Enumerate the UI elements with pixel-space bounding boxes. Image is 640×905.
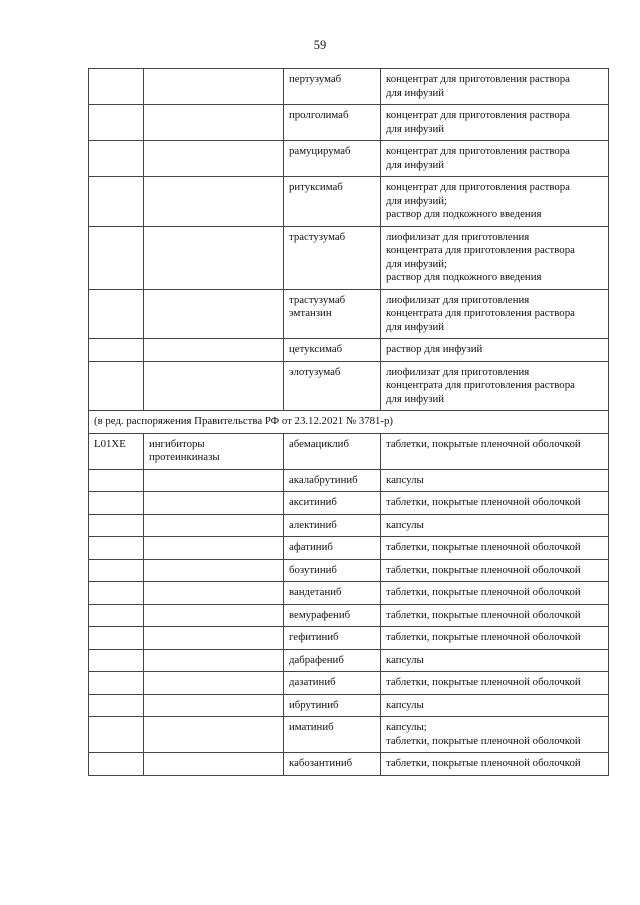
pharmacological-group-cell bbox=[144, 69, 284, 105]
pharmacological-group-cell bbox=[144, 604, 284, 627]
atc-code-cell bbox=[89, 694, 144, 717]
drug-name-cell: цетуксимаб bbox=[284, 339, 381, 362]
dosage-form-cell: лиофилизат для приготовления концентрата для приготовления раствора для инфузий; раствор для подкожного введения bbox=[381, 226, 609, 289]
dosage-form-cell: раствор для инфузий bbox=[381, 339, 609, 362]
atc-code-cell bbox=[89, 141, 144, 177]
pharmacological-group-cell bbox=[144, 492, 284, 515]
atc-code-cell bbox=[89, 649, 144, 672]
pharmacological-group-cell bbox=[144, 753, 284, 776]
drug-name-cell: иматиниб bbox=[284, 717, 381, 753]
pharmacological-group-cell bbox=[144, 559, 284, 582]
atc-code-cell bbox=[89, 537, 144, 560]
drug-name-cell: алектиниб bbox=[284, 514, 381, 537]
table-row bbox=[89, 537, 609, 560]
atc-code-cell bbox=[89, 226, 144, 289]
table-row bbox=[89, 672, 609, 695]
pharmacological-group-cell bbox=[144, 582, 284, 605]
pharmacological-group-cell bbox=[144, 649, 284, 672]
drug-name-cell: вандетаниб bbox=[284, 582, 381, 605]
table-row bbox=[89, 694, 609, 717]
pharmacological-group-cell bbox=[144, 339, 284, 362]
dosage-form-cell: таблетки, покрытые пленочной оболочкой bbox=[381, 433, 609, 469]
table-row bbox=[89, 717, 609, 753]
table-row bbox=[89, 753, 609, 776]
dosage-form-cell: таблетки, покрытые пленочной оболочкой bbox=[381, 672, 609, 695]
pharmacological-group-cell bbox=[144, 514, 284, 537]
atc-code-cell bbox=[89, 339, 144, 362]
dosage-form-cell: таблетки, покрытые пленочной оболочкой bbox=[381, 559, 609, 582]
dosage-form-cell: таблетки, покрытые пленочной оболочкой bbox=[381, 537, 609, 560]
dosage-form-cell: таблетки, покрытые пленочной оболочкой bbox=[381, 582, 609, 605]
atc-code-cell bbox=[89, 492, 144, 515]
pharmacological-group-cell bbox=[144, 141, 284, 177]
drug-name-cell: пролголимаб bbox=[284, 105, 381, 141]
table-section-before-note bbox=[89, 69, 609, 411]
dosage-form-cell: капсулы bbox=[381, 469, 609, 492]
pharmacological-group-cell bbox=[144, 694, 284, 717]
table-row bbox=[89, 141, 609, 177]
dosage-form-cell: лиофилизат для приготовления концентрата для приготовления раствора для инфузий bbox=[381, 289, 609, 339]
table-row bbox=[89, 649, 609, 672]
page-number: 59 bbox=[313, 38, 327, 52]
drug-name-cell: рамуцирумаб bbox=[284, 141, 381, 177]
table-row bbox=[89, 604, 609, 627]
drug-name-cell: акситиниб bbox=[284, 492, 381, 515]
dosage-form-cell: концентрат для приготовления раствора для инфузий; раствор для подкожного введения bbox=[381, 177, 609, 227]
pharmacological-group-cell bbox=[144, 627, 284, 650]
pharmacological-group-cell bbox=[144, 469, 284, 492]
dosage-form-cell: капсулы bbox=[381, 694, 609, 717]
drug-name-cell: ритуксимаб bbox=[284, 177, 381, 227]
drug-name-cell: трастузумаб эмтанзин bbox=[284, 289, 381, 339]
atc-code-cell bbox=[89, 627, 144, 650]
amendment-note: (в ред. распоряжения Правительства РФ от 23.12.2021 № 3781-р) bbox=[89, 411, 609, 434]
table-row bbox=[89, 582, 609, 605]
table-row bbox=[89, 361, 609, 411]
drug-name-cell: вемурафениб bbox=[284, 604, 381, 627]
drug-name-cell: кабозантиниб bbox=[284, 753, 381, 776]
drug-name-cell: пертузумаб bbox=[284, 69, 381, 105]
drug-name-cell: абемациклиб bbox=[284, 433, 381, 469]
drug-name-cell: гефитиниб bbox=[284, 627, 381, 650]
dosage-form-cell: таблетки, покрытые пленочной оболочкой bbox=[381, 604, 609, 627]
dosage-form-cell: капсулы bbox=[381, 649, 609, 672]
atc-code-cell bbox=[89, 753, 144, 776]
dosage-form-cell: лиофилизат для приготовления концентрата для приготовления раствора для инфузий bbox=[381, 361, 609, 411]
atc-code-cell bbox=[89, 469, 144, 492]
atc-code-cell bbox=[89, 514, 144, 537]
pharmacological-group-cell bbox=[144, 105, 284, 141]
table-row bbox=[89, 627, 609, 650]
table-section-after-note bbox=[89, 433, 609, 775]
dosage-form-cell: концентрат для приготовления раствора для инфузий bbox=[381, 141, 609, 177]
amendment-row bbox=[89, 411, 609, 434]
table-row bbox=[89, 433, 609, 469]
pharmacological-group-cell bbox=[144, 672, 284, 695]
atc-code-cell bbox=[89, 582, 144, 605]
dosage-form-cell: таблетки, покрытые пленочной оболочкой bbox=[381, 627, 609, 650]
table-row bbox=[89, 226, 609, 289]
atc-code-cell bbox=[89, 105, 144, 141]
dosage-form-cell: таблетки, покрытые пленочной оболочкой bbox=[381, 492, 609, 515]
atc-code-cell bbox=[89, 559, 144, 582]
drug-name-cell: трастузумаб bbox=[284, 226, 381, 289]
table-row bbox=[89, 289, 609, 339]
atc-code-cell bbox=[89, 69, 144, 105]
drug-name-cell: дазатиниб bbox=[284, 672, 381, 695]
table-row bbox=[89, 469, 609, 492]
atc-code-cell bbox=[89, 717, 144, 753]
atc-code-cell bbox=[89, 289, 144, 339]
drug-name-cell: ибрутиниб bbox=[284, 694, 381, 717]
atc-code-cell: L01XE bbox=[89, 433, 144, 469]
dosage-form-cell: концентрат для приготовления раствора для инфузий bbox=[381, 69, 609, 105]
dosage-form-cell: концентрат для приготовления раствора для инфузий bbox=[381, 105, 609, 141]
table-row bbox=[89, 177, 609, 227]
table-row bbox=[89, 105, 609, 141]
drug-name-cell: бозутиниб bbox=[284, 559, 381, 582]
drug-table bbox=[88, 68, 609, 776]
pharmacological-group-cell bbox=[144, 226, 284, 289]
pharmacological-group-cell bbox=[144, 537, 284, 560]
pharmacological-group-cell bbox=[144, 289, 284, 339]
pharmacological-group-cell bbox=[144, 177, 284, 227]
pharmacological-group-cell bbox=[144, 717, 284, 753]
table-row bbox=[89, 339, 609, 362]
drug-name-cell: акалабрутиниб bbox=[284, 469, 381, 492]
atc-code-cell bbox=[89, 672, 144, 695]
atc-code-cell bbox=[89, 361, 144, 411]
table-row bbox=[89, 69, 609, 105]
table-row bbox=[89, 514, 609, 537]
pharmacological-group-cell bbox=[144, 361, 284, 411]
drug-name-cell: дабрафениб bbox=[284, 649, 381, 672]
dosage-form-cell: таблетки, покрытые пленочной оболочкой bbox=[381, 753, 609, 776]
table-row bbox=[89, 492, 609, 515]
pharmacological-group-cell: ингибиторы протеинкиназы bbox=[144, 433, 284, 469]
dosage-form-cell: капсулы bbox=[381, 514, 609, 537]
atc-code-cell bbox=[89, 177, 144, 227]
drug-name-cell: элотузумаб bbox=[284, 361, 381, 411]
table-row bbox=[89, 559, 609, 582]
atc-code-cell bbox=[89, 604, 144, 627]
drug-name-cell: афатиниб bbox=[284, 537, 381, 560]
dosage-form-cell: капсулы; таблетки, покрытые пленочной оболочкой bbox=[381, 717, 609, 753]
